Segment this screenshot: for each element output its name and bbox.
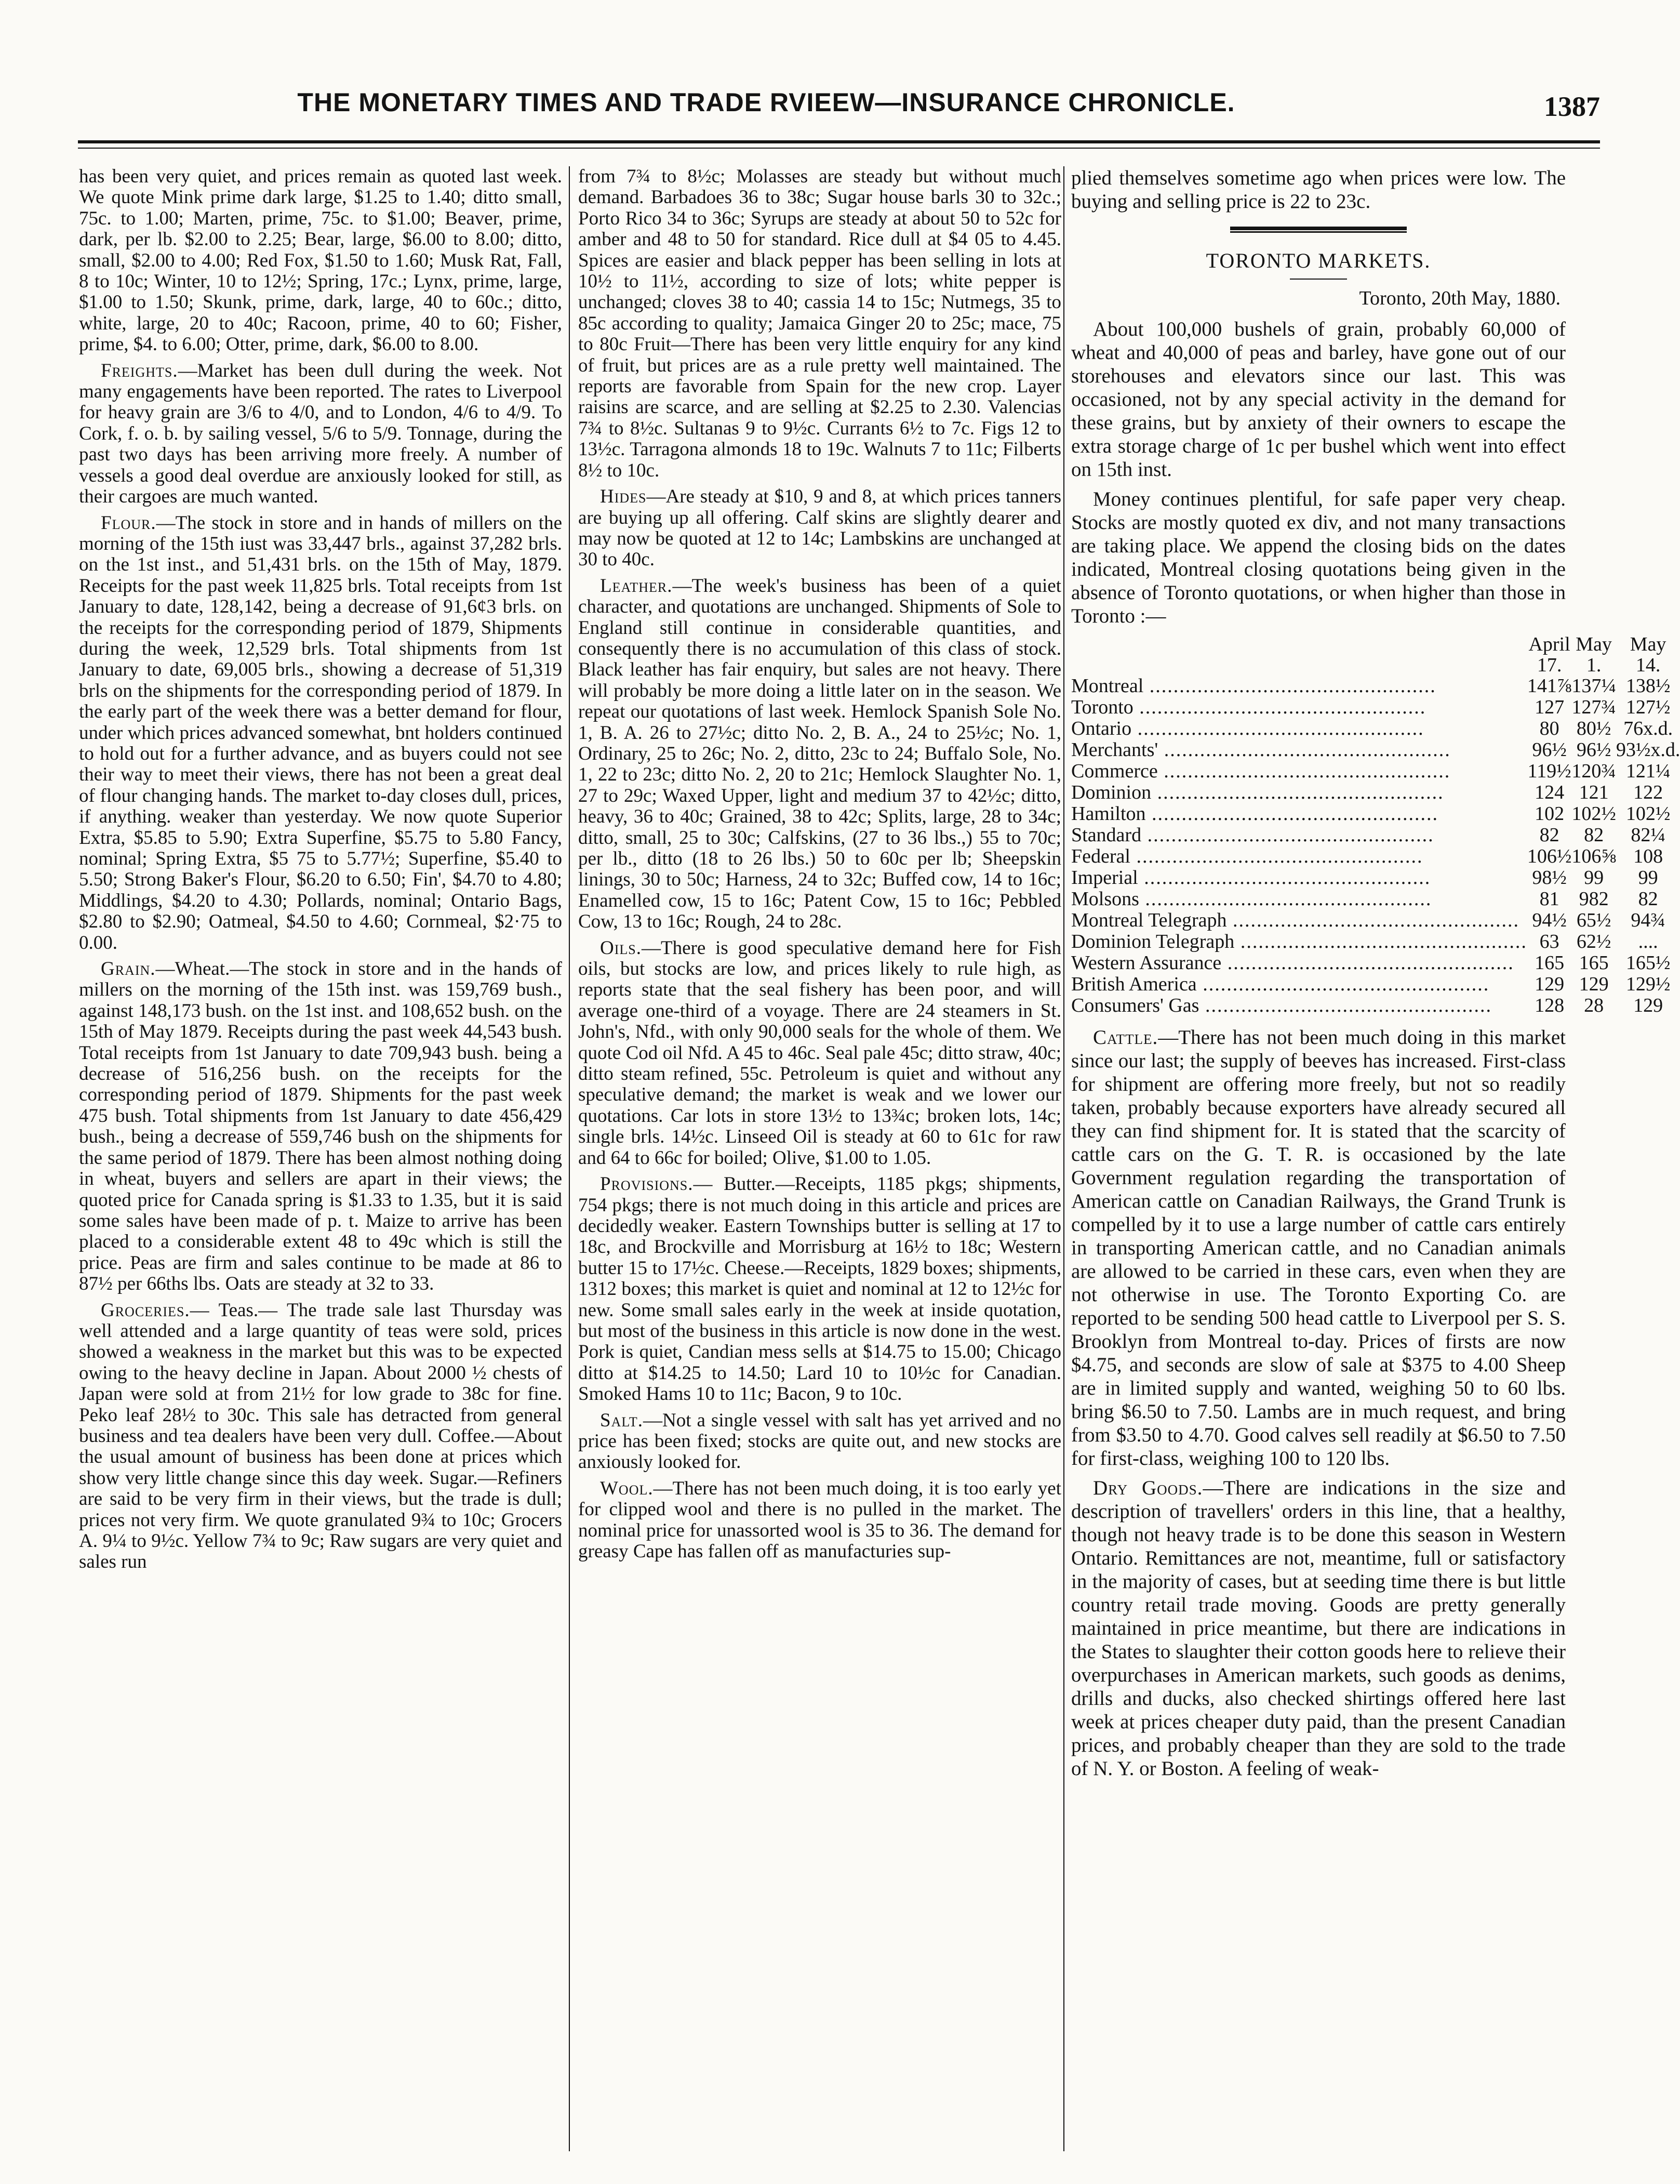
dry-goods-heading: Dry Goods. <box>1093 1477 1203 1499</box>
quote-value: 82¼ <box>1631 824 1665 846</box>
table-row <box>1071 782 1680 803</box>
wool-continued-paragraph: plied themselves sometime ago when prices were low. The buying and selling price is 22 to 23c. <box>1071 167 1566 213</box>
section-title: TORONTO MARKETS. <box>1206 249 1431 272</box>
header-spacer <box>1071 634 1527 655</box>
provisions-text: — Butter.—Receipts, 1185 pkgs; shipments, 754 pkgs; there is not much doing in this article and prices are decidedly weaker. Eastern Townships butter is selling at 17 to 18c, and Brockville and Morrisburg at 16½ to 18c; Western butter 15 to 17½c. Cheese.—Receipts, 1829 boxes; shipments, 1312 boxes; this market is quiet and nominal at 12 to 12½c for new. Some small sales early in the week at inside quotation, but most of the business in this article is now done in the west. Pork is quiet, Candian mess sells at $14.75 to 15.00; Chicago ditto at $14.25 to 14.50; Lard 10 to 10½c for Canadian. Smoked Hams 10 to 11c; Bacon, 9 to 10c. <box>578 1173 1061 1405</box>
flour-text: —The stock in store and in hands of millers on the morning of the 15th iust was 33,447 brls., against 37,282 brls. on the 1st inst., and 51,431 brls. on the 15th of May, 1879. Receipts for the past week 11,825 brls. Total receipts from 1st January to date, 128,142, being a decrease of 91,6¢3 brls. on the receipts for the corresponding period of 1879, Shipments during the week, 12,529 brls. Total shipments from 1st January to date, 69,005 brls., showing a decrease of 51,319 brls on the shipments for the corresponding period of 1879. In the early part of the week there was a better demand for flour, under which prices advanced somewhat, bnt holders continued to hold out for a further advance, and as buyers could not see their way to meet their views, there has not been a great deal of flour changing hands. The market to-day closes dull, prices, if anything. weaker than yesterday. We now quote Superior Extra, $5.85 to 5.90; Extra Superfine, $5.75 to 5.80 Fancy, nominal; Spring Extra, $5 75 to 5.77½; Superfine, $5.40 to 5.50; Strong Baker's Flour, $6.20 to 6.50; Fin', $4.70 to 4.80; Middlings, $4.20 to 4.30; Pollards, nominal; Ontario Bags, $2.80 to $2.90; Oatmeal, $4.50 to 4.60; Cornmeal, $2·75 to 0.00. <box>79 512 562 954</box>
quote-value: 94¾ <box>1631 909 1665 931</box>
cattle-text: —There has not been much doing in this market since our last; the supply of beeves has increased. First-class for shipment are offering more freely, but not so readily taken, probably because exporters have already secured all they can find shipment for. It is stated that the scarcity of cattle cars on the G. T. R. is occasioned by the late Government regulation regarding the transportation of American cattle on Canadian Railways, the Grand Trunk is compelled by it to use a large number of cattle cars entirely in transporting American cattle, and no Canadian animals are allowed to be carried in these cars, even when they are not otherwise in use. The Toronto Exporting Co. are reported to be sending 500 head cattle to Liverpool per S. S. Brooklyn from Montreal to-day. Prices of firsts are now $4.75, and seconds are slow of sale at $375 to 4.00 Sheep are in limited supply and wanted, weighing 50 to 60 lbs. bring $6.50 to 7.50. Lambs are in much request, and bring from $3.50 to 4.70. Good calves sell readily at $6.50 to 7.50 for first-class, weighing 100 to 120 lbs. <box>1071 1026 1566 1470</box>
cattle-paragraph <box>1071 1026 1566 1470</box>
column-divider-1 <box>569 166 570 2151</box>
provisions-paragraph <box>578 1174 1061 1405</box>
stock-name <box>1071 952 1527 974</box>
quote-value: 99 <box>1638 867 1658 889</box>
header-spacer <box>1071 655 1527 676</box>
stock-name-text: Hamilton ..... <box>1071 803 1438 825</box>
hides-heading: Hides <box>600 486 647 508</box>
cattle-heading: Cattle. <box>1093 1026 1158 1049</box>
stock-name-text: Federal ..... <box>1071 845 1423 867</box>
wool-heading: Wool. <box>600 1477 654 1499</box>
stock-name-text: Western Assurance ..... <box>1071 952 1514 974</box>
provisions-heading: Provisions. <box>600 1173 694 1195</box>
quote-value: 102½ <box>1625 803 1671 825</box>
quote-value: 106½ <box>1527 845 1572 867</box>
stock-name-text: Commerce ..... <box>1071 760 1450 782</box>
wool-text: —There has not been much doing, it is too early yet for clipped wool and there is no pulled in the market. The nominal price for unassorted wool is 35 to 36. The demand for greasy Cape has fallen off as manufacturies sup- <box>578 1477 1061 1562</box>
quote-value: 102 <box>1535 803 1565 825</box>
quote-value: 138½ <box>1625 675 1671 697</box>
stock-name <box>1071 761 1527 782</box>
table-row <box>1071 697 1680 718</box>
quote-value: 127 <box>1535 696 1565 718</box>
stock-name <box>1071 974 1527 995</box>
quote-value: 127½ <box>1625 696 1671 718</box>
stock-name-text: British America ..... <box>1071 973 1489 995</box>
quote-value: 121 <box>1579 782 1609 803</box>
salt-heading: Salt. <box>600 1409 643 1431</box>
section-divider <box>1230 227 1407 231</box>
quote-value: 122 <box>1633 782 1663 803</box>
table-row <box>1071 825 1680 846</box>
quote-value: 96½ <box>1576 739 1611 761</box>
quote-value: 165 <box>1535 952 1565 974</box>
stock-name-text: Molsons ..... <box>1071 888 1432 910</box>
stock-name-text: Montreal ..... <box>1071 675 1436 697</box>
flour-heading: Flour. <box>101 512 156 534</box>
salt-paragraph <box>578 1410 1061 1473</box>
quote-value: 80 <box>1539 718 1559 739</box>
flour-paragraph <box>79 513 562 954</box>
quote-value: 108 <box>1633 845 1663 867</box>
stock-name-text: Dominion ..... <box>1071 782 1444 803</box>
salt-text: —Not a single vessel with salt has yet arrived and no price has been fixed; stocks are quite out, and new stocks are anxiously looked for. <box>578 1409 1061 1473</box>
table-row <box>1071 952 1680 974</box>
stock-name-text: Consumers' Gas ..... <box>1071 995 1492 1016</box>
stock-name <box>1071 825 1527 846</box>
stock-name-text: Imperial ..... <box>1071 867 1431 889</box>
title-underline <box>1290 279 1347 280</box>
freights-paragraph <box>79 361 562 508</box>
stock-name-text: Montreal Telegraph ..... <box>1071 909 1519 931</box>
table-row <box>1071 761 1680 782</box>
quote-value: 129½ <box>1625 973 1671 995</box>
leather-heading: Leather. <box>600 575 673 597</box>
oils-paragraph <box>578 938 1061 1169</box>
column-divider-2 <box>1063 166 1064 2151</box>
fur-report-paragraph: has been very quiet, and prices remain as quoted last week. We quote Mink prime dark large, $1.25 to 1.40; ditto small, 75c. to 1.00; Marten, prime, 75c. to $1.00; Beaver, prime, dark, per lb. $2.00 to 2.25; Bear, large, $6.00 to 8.00; ditto, small, $2.00 to 4.00; Red Fox, $1.50 to 1.60; Musk Rat, Fall, 8 to 10c; Winter, 10 to 12½; Spring, 17c.; Lynx, prime, large, $1.00 to 1.50; Skunk, prime, dark, large, 40 to 60c.; ditto, white, large, 20 to 40c; Racoon, prime, 40 to 60; Fisher, prime, $4. to 6.00; Otter, prime, dark, $6.00 to 8.00. <box>79 166 562 355</box>
header-month-2: May <box>1576 633 1612 655</box>
column-2 <box>578 166 1061 2162</box>
table-row <box>1071 931 1680 952</box>
table-row <box>1071 974 1680 995</box>
oils-heading: Oils. <box>600 937 642 959</box>
header-day-2: 1. <box>1586 654 1602 676</box>
header-month-3: May <box>1630 633 1666 655</box>
stock-name <box>1071 718 1527 739</box>
quote-value: 102½ <box>1571 803 1616 825</box>
quote-value: 129 <box>1579 973 1609 995</box>
table-header-months <box>1071 634 1680 655</box>
quote-value: 165½ <box>1625 952 1671 974</box>
quote-value: 137¼ <box>1571 675 1616 697</box>
column-3-body <box>1071 166 1680 1780</box>
grain-text: —Wheat.—The stock in store and in the hands of millers on the morning of the 15th inst. was 159,769 bush., against 148,173 bush. on the 1st inst. and 108,652 bush. on the 15th of May 1879. Receipts during the past week 44,543 bush. Total receipts from 1st January to date 709,943 bush. being a decrease of 516,256 bush. on the receipts for the corresponding period of 1879. Shipments for the past week 475 bush. Total shipments from 1st January to date 456,429 bush., being a decrease of 559,746 bush on the shipments for the same period of 1879. There has been almost nothing doing in wheat, buyers and sellers are apart in their views; the quoted price for Canada spring is $1.33 to 1.35, but it is said some sales have been made of p. t. Maize to arrive has been placed to a considerable extent 48 to 49c which is still the price. Peas are firm and sales continue to be made at 86 to 87½ per 66ths lbs. Oats are steady at 32 to 33. <box>79 958 562 1295</box>
quote-value: 120¾ <box>1571 760 1616 782</box>
dry-goods-paragraph <box>1071 1476 1566 1780</box>
groceries-continued-paragraph: from 7¾ to 8½c; Molasses are steady but without much demand. Barbadoes 36 to 38c; Sugar house barls 30 to 32c.; Porto Rico 34 to 36c; Syrups are steady at about 50 to 52c for amber and 48 to 50 for standard. Rice dull at $4 05 to 4.45. Spices are easier and black pepper has been selling in lots at 10½ to 11½, according to size of lots; white pepper is unchanged; cloves 38 to 40; cassia 14 to 15c; Nutmegs, 35 to 85c according to quality; Jamaica Ginger 20 to 25c; mace, 75 to 80c Fruit—There has been very little enquiry for any kind of fruit, but prices are as a rule pretty well maintained. The reports are favorable from Spain for the new crop. Layer raisins are scarce, and are selling at $2.25 to 2.30. Valencias 7¾ to 8½c. Sultanas 9 to 9½c. Currants 6½ to 7c. Figs 12 to 13½c. Tarragona almonds 18 to 19c. Walnuts 7 to 11c; Filberts 8½ to 10c. <box>578 166 1061 481</box>
quote-value: 106⅝ <box>1571 845 1616 867</box>
header-rule-thick <box>78 140 1600 143</box>
quote-value: 982 <box>1579 888 1609 910</box>
table-row <box>1071 867 1680 889</box>
groceries-text: — Teas.— The trade sale last Thursday was well attended and a large quantity of teas were sold, prices showed a weakness in the market but this was to be expected owing to the heavy decline in Japan. About 2000 ½ chests of Japan were sold at from 21½ for low grade to 38c for fine. Peko leaf 28½ to 30c. This sale has detracted from general business and tea dealers have been very dull. Coffee.—About the usual amount of business has been done at prices which show very little change since this day week. Sugar.—Refiners are said to be very firm in their views, but the trade is dull; prices not very firm. We quote granulated 9¾ to 10c; Grocers A. 9¼ to 9½c. Yellow 7¾ to 9c; Raw sugars are very quiet and sales run <box>79 1299 562 1573</box>
quote-value: 65½ <box>1576 909 1611 931</box>
stock-name <box>1071 910 1527 931</box>
header-day-3: 14. <box>1635 654 1661 676</box>
leather-text: —The week's business has been of a quiet character, and quotations are unchanged. Shipments of Sole to England still continue in considerable quantities, and consequently there is no accumulation of this class of stock. Black leather has fair enquiry, but sales are not heavy. There will probably be more doing a little later on in the season. We repeat our quotations of last week. Hemlock Spanish Sole No. 1, B. A. 26 to 27½c; ditto No. 2, B. A., 24 to 25½c; No. 1, Ordinary, 25 to 26c; No. 2, ditto, 23c to 24; Buffalo Sole, No. 1, 22 to 23c; ditto No. 2, 20 to 21c; Hemlock Slaughter No. 1, 27 to 29c; Waxed Upper, light and medium 37 to 42½c; ditto, heavy, 36 to 40c; Grained, 38 to 42c; Splits, large, 28 to 34c; ditto, small, 25 to 30c; Calfskins, (27 to 36 lbs.,) 55 to 70c; per lb., ditto (18 to 26 lbs.) 50 to 60c per lb; Sheepskin linings, 30 to 50c; Harness, 24 to 32c; Buffed cow, 14 to 16c; Enamelled cow, 15 to 16c; Patent Cow, 15 to 16c; Pebbled Cow, 13 to 16c; Rough, 24 to 28c. <box>578 575 1061 933</box>
stock-name <box>1071 867 1527 889</box>
stock-quotations-table <box>1071 634 1680 1016</box>
dry-goods-text: —There are indications in the size and description of travellers' orders in this line, that a healthy, though not heavy trade is to be done this season in Western Ontario. Remittances are not, meantime, full or satisfactory in the majority of cases, but at seeding time there is but little country retail trade moving. Goods are pretty generally maintained in price meantime, but there are indications in the States to slaughter their cotton goods here to relieve their overpurchases in American markets, such goods as denims, drills and ducks, also checked shirtings offered here last week at prices cheaper duty paid, than the present Canadian prices, and probably cheaper than they are sold to the trade of N. Y. or Boston. A feeling of weak- <box>1071 1477 1566 1780</box>
quote-value: 82 <box>1638 888 1658 910</box>
table-row <box>1071 910 1680 931</box>
leather-paragraph <box>578 576 1061 933</box>
header-month-1: April <box>1528 633 1570 655</box>
quote-value: 93½x.d. <box>1616 739 1680 761</box>
table-row <box>1071 718 1680 739</box>
quote-value: 124 <box>1535 782 1565 803</box>
stock-name-text: Standard ..... <box>1071 824 1434 846</box>
page-number: 1387 <box>1544 91 1600 122</box>
stock-name-text: Dominion Telegraph ..... <box>1071 931 1527 952</box>
stock-name <box>1071 739 1527 761</box>
header-day-1: 17. <box>1537 654 1562 676</box>
quote-value: 127¾ <box>1571 696 1616 718</box>
table-header-days <box>1071 655 1680 676</box>
header-rule-thin <box>78 148 1600 149</box>
quote-value: 121¼ <box>1625 760 1671 782</box>
grain-paragraph <box>79 959 562 1295</box>
stock-name <box>1071 889 1527 910</box>
column-3 <box>1071 166 1680 2162</box>
quote-value: 99 <box>1584 867 1604 889</box>
quote-value: 76x.d. <box>1623 718 1673 739</box>
dateline: Toronto, 20th May, 1880. <box>1359 287 1561 309</box>
grain-heading: Grain. <box>101 958 156 980</box>
quote-value: 141⅞ <box>1527 675 1572 697</box>
table-row <box>1071 995 1680 1016</box>
stock-name <box>1071 676 1527 697</box>
quote-value: 82 <box>1539 824 1559 846</box>
quote-value: 128 <box>1535 995 1565 1016</box>
table-body <box>1071 676 1680 1016</box>
quote-value: 94½ <box>1532 909 1567 931</box>
masthead-title: THE MONETARY TIMES AND TRADE RVIEEW—INSURANCE CHRONICLE. <box>297 88 1235 117</box>
quote-value: 119½ <box>1527 760 1571 782</box>
stock-name <box>1071 931 1527 952</box>
hides-paragraph <box>578 486 1061 571</box>
table-row <box>1071 889 1680 910</box>
stock-name <box>1071 995 1527 1016</box>
hides-text: —Are steady at $10, 9 and 8, at which prices tanners are buying up all offering. Calf skins are slightly dearer and may now be quoted at 12 to 14c; Lambskins are unchanged at 30 to 40c. <box>578 486 1061 571</box>
quote-value: .... <box>1638 931 1658 952</box>
stock-name-text: Merchants' ..... <box>1071 739 1451 761</box>
quote-value: 81 <box>1539 888 1559 910</box>
table-row <box>1071 846 1680 867</box>
quote-value: 82 <box>1584 824 1604 846</box>
oils-text: —There is good speculative demand here for Fish oils, but stocks are low, and prices likely to rule high, as reports state that the seal fishery has been poor, and will average one-third of a voyage. There are 24 steamers in St. John's, Nfd., with only 90,000 seals for the whole of them. We quote Cod oil Nfd. A 45 to 46c. Seal pale 45c; ditto straw, 40c; ditto steam refined, 55c. Petroleum is quiet and without any speculative demand; the market is weak and we lower our quotations. Car lots in store 13½ to 13¾c; broken lots, 14c; single brls. 14½c. Linseed Oil is steady at 60 to 61c for raw and 64 to 66c for boiled; Olive, $1.00 to 1.05. <box>578 937 1061 1169</box>
stock-name <box>1071 846 1527 867</box>
quote-value: 96½ <box>1532 739 1567 761</box>
wool-paragraph <box>578 1478 1061 1563</box>
quote-value: 28 <box>1584 995 1604 1016</box>
stock-name <box>1071 803 1527 825</box>
money-paragraph: Money continues plentiful, for safe paper very cheap. Stocks are mostly quoted ex div, and not many transactions are taking place. We append the closing bids on the dates indicated, Montreal closing quotations being given in the absence of Toronto quotations, or when higher than those in Toronto :— <box>1071 488 1566 627</box>
table-row <box>1071 739 1680 761</box>
stock-name-text: Ontario ..... <box>1071 718 1424 739</box>
stock-name-text: Toronto ..... <box>1071 696 1426 718</box>
column-1 <box>79 166 562 2162</box>
groceries-paragraph <box>79 1300 562 1573</box>
stock-name <box>1071 782 1527 803</box>
quote-value: 63 <box>1539 931 1559 952</box>
quote-value: 129 <box>1535 973 1565 995</box>
table-row <box>1071 676 1680 697</box>
quote-value: 80½ <box>1576 718 1611 739</box>
quote-value: 62½ <box>1576 931 1611 952</box>
freights-text: —Market has been dull during the week. Not many engagements have been reported. The rates to Liverpool for heavy grain are 3/6 to 4/0, and to London, 4/6 to 4/9. To Cork, f. o. b. by sailing vessel, 5/6 to 5/9. Tonnage, during the past two days has been arriving more freely. A number of vessels a good deal overdue are anxiously looked for still, as their cargoes are much wanted. <box>79 360 562 508</box>
stock-name <box>1071 697 1527 718</box>
grain-movement-paragraph: About 100,000 bushels of grain, probably 60,000 of wheat and 40,000 of peas and barley, have gone out of our storehouses and elevators since our last. This was occasioned, not by any special activity in the demand for these grains, but by anxiety of their owners to escape the extra storage charge of 1c per bushel which went into effect on 15th inst. <box>1071 318 1566 481</box>
quote-value: 98½ <box>1532 867 1567 889</box>
quote-value: 165 <box>1579 952 1609 974</box>
page-header <box>78 78 1600 145</box>
table-row <box>1071 803 1680 825</box>
groceries-heading: Groceries. <box>101 1299 190 1321</box>
quote-value: 129 <box>1633 995 1663 1016</box>
freights-heading: Freights. <box>101 360 178 381</box>
